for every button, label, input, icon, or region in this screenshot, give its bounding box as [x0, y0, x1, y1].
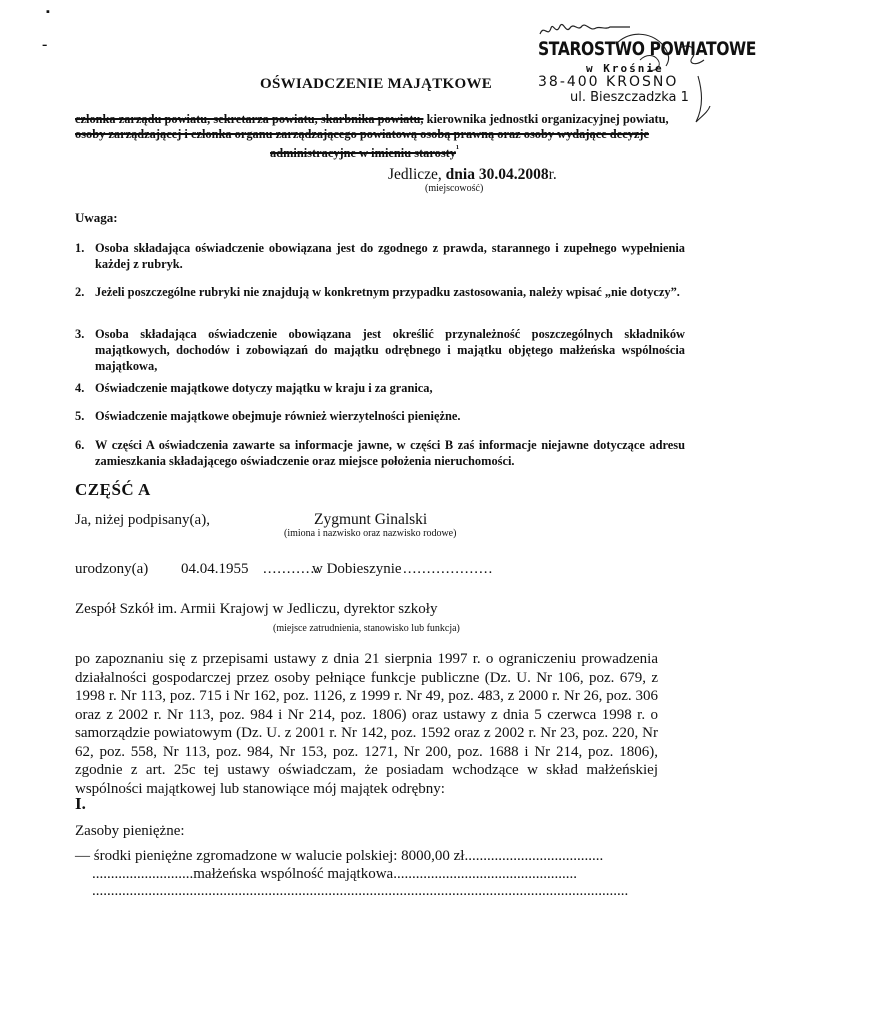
resources-line-1: — środki pieniężne zgromadzone w walucie polskiej: 8000,00 zł..................................... [75, 848, 604, 864]
date-value: 30.04.2008 [478, 166, 549, 183]
note-item [75, 408, 685, 424]
note-item [75, 240, 685, 272]
note-number: 6. [75, 438, 85, 452]
header-struck-text-3: administracyjne w imieniu starosty [270, 146, 456, 161]
note-number: 1. [75, 241, 85, 255]
stamp-address: ul. Bieszczadzka 1 [570, 90, 689, 105]
born-dots: ............ [263, 561, 320, 577]
note-text: Oświadczenie majątkowe obejmuje również wierzytelności pieniężne. [95, 409, 461, 423]
resources-line-3: ............................................................................................................................................... [92, 883, 629, 899]
born-dots-2: ................... [403, 561, 494, 577]
day-label: dnia [445, 166, 479, 183]
stamp-place: w Krośnie [586, 62, 664, 75]
note-number: 5. [75, 409, 85, 423]
note-item [75, 380, 685, 396]
note-text: W części A oświadczenia zawarte sa informacje jawne, w części B zaś informacje niejawne dotyczące adresu zamieszkania składającego oświadczenie oraz miejsce położenia nieruchomości. [95, 438, 685, 468]
born-date: 04.04.1955 [181, 561, 249, 577]
note-text: Osoba składająca oświadczenie obowiązana jest do zgodnego z prawda, starannego i zupełnego wypełnienia każdej z rubryk. [95, 241, 685, 271]
place-caption: (miejscowość) [425, 183, 484, 194]
header-line-1 [75, 112, 685, 127]
note-item [75, 284, 685, 300]
header-line-2 [75, 127, 685, 142]
note-number: 3. [75, 327, 85, 341]
declaration-paragraph: po zapoznaniu się z przepisami ustawy z dnia 21 sierpnia 1997 r. o ograniczeniu prowadzenia działalności gospodarczej przez osoby pełniące funkcje publiczne (Dz. U. Nr 106, poz. 679, z 1998 r. Nr 113, poz. 715 i Nr 162, poz. 1126, z 1999 r. Nr 49, poz. 483, z 2000 r. Nr 26, poz. 306 oraz z 2002 r. Nr 113, poz. 984 i Nr 214, poz. 1806) oraz ustawy z dnia 5 czerwca 1998 r. o samorządzie powiatowym (Dz. U. z 2001 r. Nr 142, poz. 1592 oraz z 2002 r. Nr 23, poz. 220, Nr 62, poz. 558, Nr 113, poz. 984, Nr 153, poz. 1271, Nr 200, poz. 1688 i Nr 214, poz. 1806), zgodnie z art. 25c tej ustawy oświadczam, że posiadam wchodzące w skład małżeńskiej wspólności majątkowej lub stanowiące mój majątek odrębny: [75, 651, 658, 797]
signer-caption: (imiona i nazwisko oraz nazwisko rodowe) [284, 528, 457, 539]
workplace: Zespół Szkół im. Armii Krajowj w Jedliczu, dyrektor szkoły [75, 601, 438, 617]
place-date [388, 166, 557, 184]
note-item [75, 326, 685, 374]
margin-dot: ▪ [46, 6, 50, 18]
footnote-mark: ¹ [455, 144, 460, 155]
part-a-heading: CZĘŚĆ A [75, 480, 151, 499]
stamp-postal: 38-400 KROSNO [538, 74, 679, 90]
notes-heading: Uwaga: [75, 210, 118, 225]
margin-dash: - [42, 36, 48, 53]
header-struck-text-2: osoby zarządzającej i członka organu zarządzającego powiatową osobą prawną oraz osoby wydające decyzje [75, 127, 650, 141]
header-kept-text: kierownika jednostki organizacyjnej powiatu, [423, 112, 669, 126]
date-suffix: r. [548, 166, 557, 183]
signer-name: Zygmunt Ginalski [314, 511, 428, 528]
document-title: OŚWIADCZENIE MAJĄTKOWE [260, 76, 493, 92]
note-number: 4. [75, 381, 85, 395]
note-number: 2. [75, 285, 85, 299]
header-struck-text: członka zarządu powiatu, sekretarza powiatu, skarbnika powiatu, [75, 112, 424, 126]
header-line-3 [270, 142, 880, 161]
note-item [75, 437, 685, 469]
signer-label: Ja, niżej podpisany(a), [75, 512, 210, 528]
workplace-caption: (miejsce zatrudnienia, stanowisko lub funkcja) [273, 623, 460, 634]
resources-line-2: ...........................małżeńska wspólność majątkowa................................................. [92, 866, 577, 882]
section-i-heading: I. [75, 794, 86, 813]
resources-label: Zasoby pieniężne: [75, 823, 185, 839]
note-text: Jeżeli poszczególne rubryki nie znajdują w konkretnym przypadku zastosowania, należy wpisać „nie dotyczy”. [95, 285, 680, 299]
born-place: w Dobieszynie [312, 561, 402, 577]
place-name: Jedlicze, [388, 166, 446, 183]
note-text: Oświadczenie majątkowe dotyczy majątku w kraju i za granica, [95, 381, 433, 395]
born-label: urodzony(a) [75, 561, 149, 577]
stamp-title: STAROSTWO POWIATOWE [538, 38, 757, 60]
note-text: Osoba składająca oświadczenie obowiązana jest określić przynależność poszczególnych składników majątkowych, dochodów i zobowiązań do majątku odrębnego i majątku objętego małżeńska wspólnościa majątkowa, [95, 327, 685, 373]
